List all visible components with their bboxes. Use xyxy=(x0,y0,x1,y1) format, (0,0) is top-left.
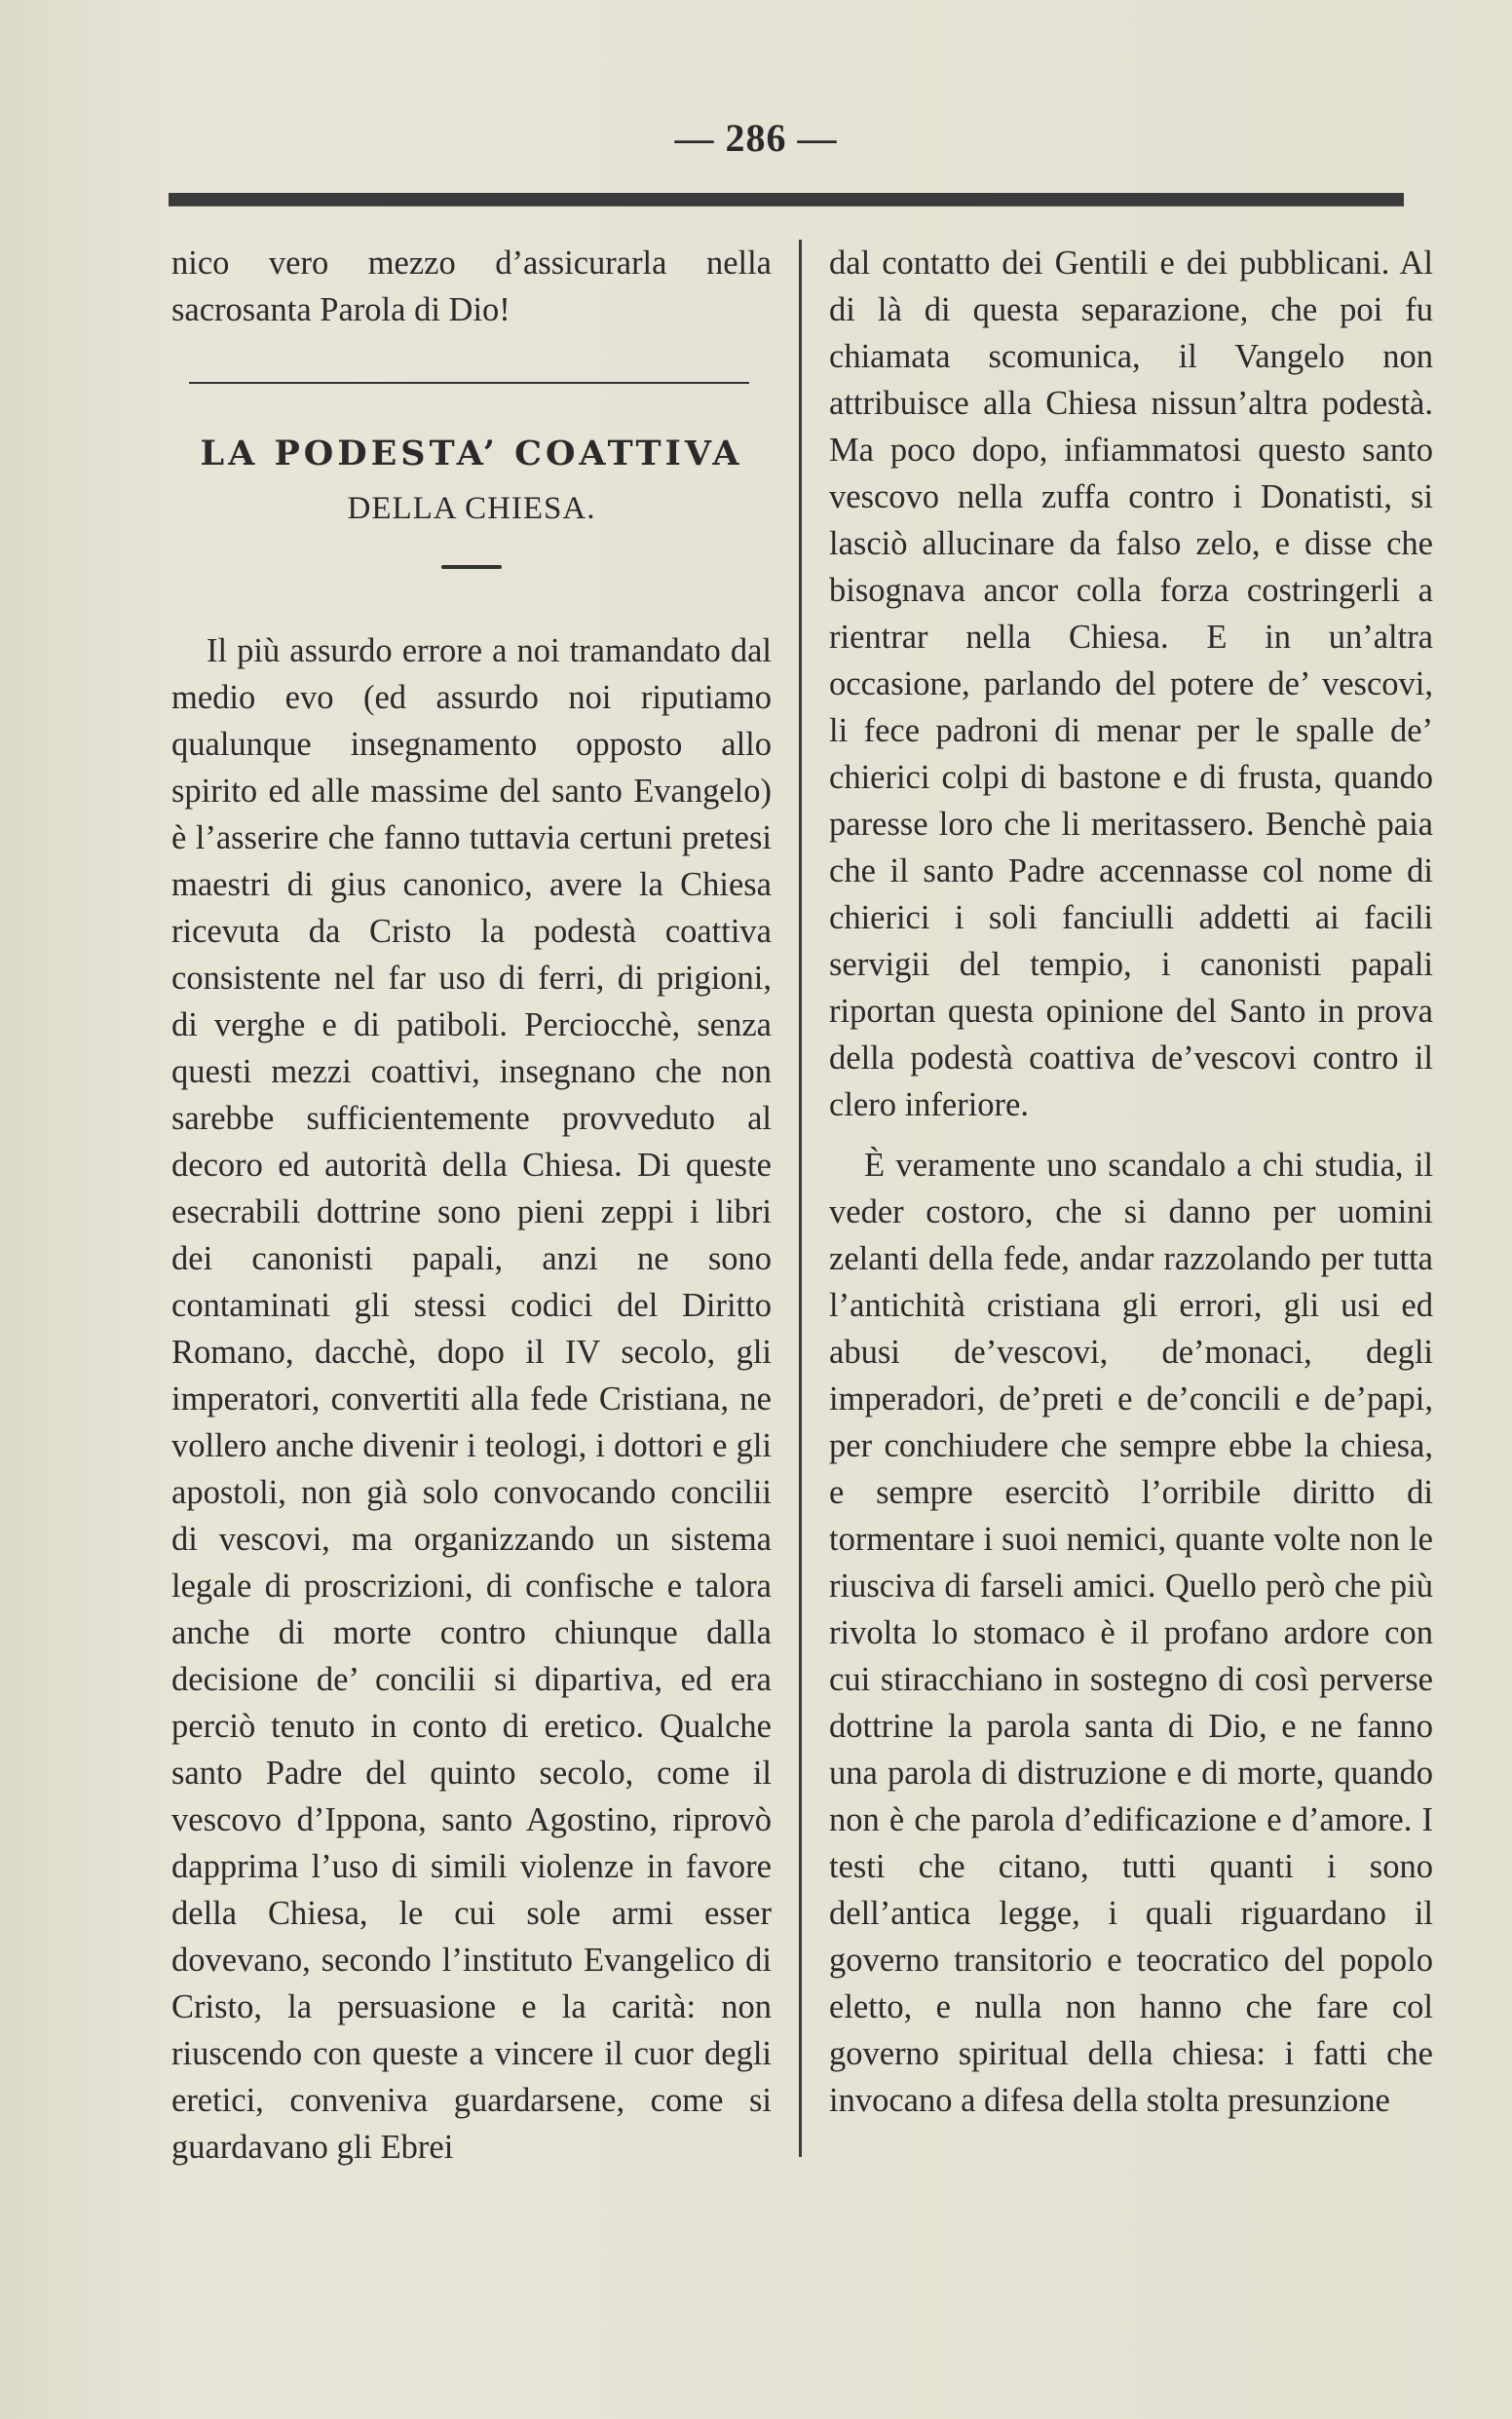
right-paragraph-2: È veramente uno scandalo a chi studia, il veder costoro, che si danno per uomini zelanti della fede, andar razzolando per tutta l’antichità cristiana gli errori, gli usi ed abusi de’vescovi, de’monaci, degli imperadori, de’preti e de’concili e de’papi, per conchiudere che sempre ebbe la chiesa, e sempre esercitò l’orribile diritto di tormentare i suoi nemici, quante volte non le riusciva di farseli amici. Quello però che più rivolta lo stomaco è il profano ardore con cui stiracchiano in sostegno di così perverse dottrine la parola santa di Dio, e ne fanno una parola di distruzione e di morte, quando non è che parola d’edificazione e d’amore. I testi che citano, tutti quanti i sono dell’antica legge, i quali riguardano il governo transitorio e teocratico del popolo eletto, e nulla non hanno che fare col governo spiritual della chiesa: i fatti che invocano a difesa della stolta presunzione xyxy=(829,1147,1433,2119)
right-column xyxy=(829,240,1433,2124)
section-divider xyxy=(189,382,749,384)
header-rule xyxy=(169,193,1404,206)
article-subheading: DELLA CHIESA. xyxy=(347,491,596,526)
ornament-rule xyxy=(441,565,502,569)
left-column xyxy=(171,240,772,2171)
column-divider xyxy=(799,240,802,2157)
page-number: — 286 — xyxy=(674,116,838,160)
right-paragraph-1: dal contatto dei Gentili e dei pubblicani. Al di là di questa separazione, che poi fu chiamata scomunica, il Vangelo non attribuisce alla Chiesa nissun’altra podestà. Ma poco dopo, infiammatosi questo santo vescovo nella zuffa contro i Donatisti, si lasciò allucinare da falso zelo, e disse che bisognava ancor colla forza costringerli a rientrar nella Chiesa. E in un’altra occasione, parlando del potere de’ vescovi, li fece padroni di menar per le spalle de’ chierici colpi di bastone e di frusta, quando paresse loro che li meritassero. Benchè paia che il santo Padre accennasse col nome di chierici i soli fanciulli addetti ai facili servigii del tempio, i canonisti papali riportan questa opinione del Santo in prova della podestà coattiva de’vescovi contro il clero inferiore. xyxy=(829,245,1433,1123)
article-body: Il più assurdo errore a noi tramandato dal medio evo (ed assurdo noi riputiamo qualunque insegnamento opposto allo spirito ed alle massime del santo Evangelo) è l’asserire che fanno tuttavia certuni pretesi maestri di gius canonico, avere la Chiesa ricevuta da Cristo la podestà coattiva consistente nel far uso di ferri, di prigioni, di verghe e di patiboli. Perciocchè, senza questi mezzi coattivi, insegnano che non sarebbe sufficientemente provveduto al decoro ed autorità della Chiesa. Di queste esecrabili dottrine sono pieni zeppi i libri dei canonisti papali, anzi ne sono contaminati gli stessi codici del Diritto Romano, dacchè, dopo il IV secolo, gli imperatori, convertiti alla fede Cristiana, ne vollero anche divenir i teologi, i dottori e gli apostoli, non già solo convocando concilii di vescovi, ma organizzando un sistema legale di proscrizioni, di confische e talora anche di morte contro chiunque dalla decisione de’ concilii si dipartiva, ed era perciò tenuto in conto di eretico. Qualche santo Padre del quinto secolo, come il vescovo d’Ippona, santo Agostino, riprovò dapprima l’uso di simili violenze in favore della Chiesa, le cui sole armi esser dovevano, secondo l’instituto Evangelico di Cristo, la persuasione e la carità: non riuscendo con queste a vincere il cuor degli eretici, conveniva guardarsene, come si guardavano gli Ebrei xyxy=(171,632,772,2166)
article-heading: LA PODESTA’ COATTIVA xyxy=(200,434,743,473)
opening-text: nico vero mezzo d’assicurarla nella sacrosanta Parola di Dio! xyxy=(171,245,772,328)
